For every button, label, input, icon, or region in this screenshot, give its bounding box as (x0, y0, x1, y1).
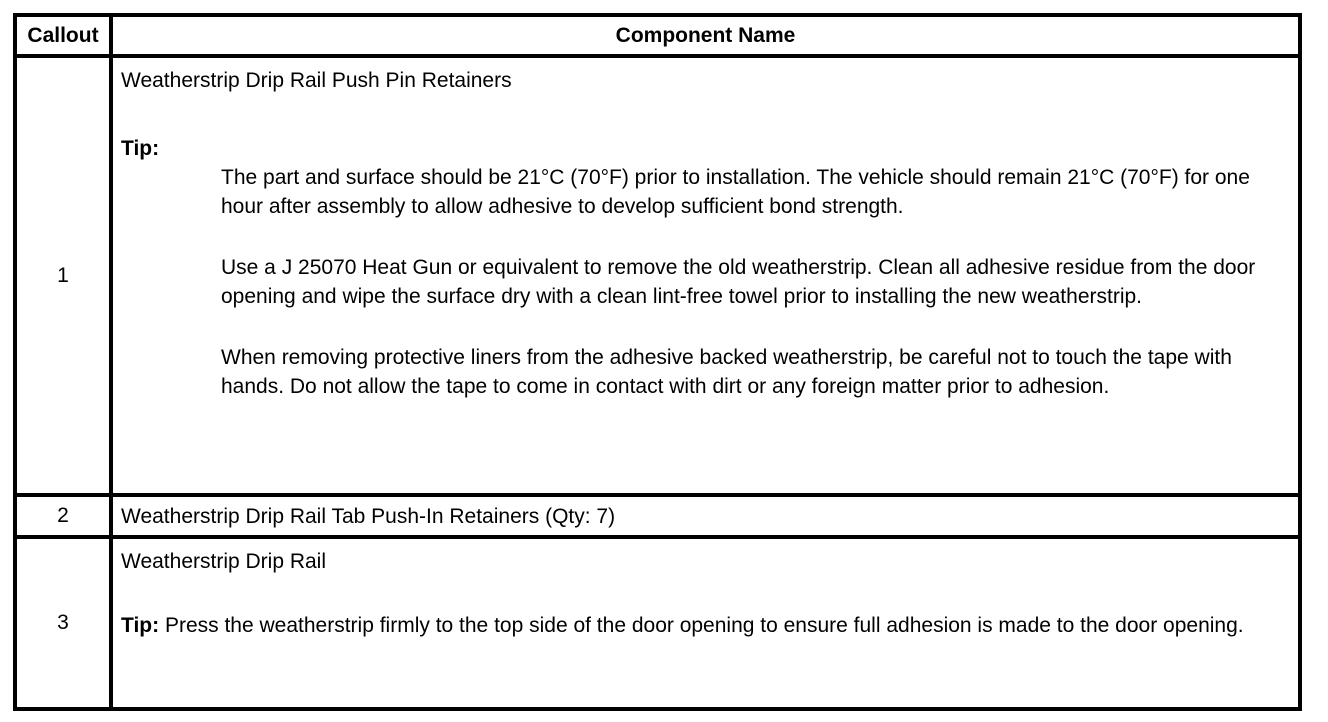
component-cell (121, 66, 1292, 401)
tip-paragraph: Use a J 25070 Heat Gun or equivalent to remove the old weatherstrip. Clean all adhesive residue from the door opening and wipe the surface dry with a clean lint-free towel prior to installing the new weatherstrip. (221, 256, 1256, 308)
component-name: Weatherstrip Drip Rail (121, 550, 327, 573)
component-name: Weatherstrip Drip Rail Push Pin Retainers (121, 69, 512, 92)
tip-label: Tip: (121, 137, 160, 160)
component-cell (121, 502, 1292, 531)
callout-cell (17, 497, 109, 535)
header-component-cell (113, 17, 1298, 54)
component-name: Weatherstrip Drip Rail Tab Push-In Retainers (Qty: 7) (121, 505, 616, 528)
table-row (17, 539, 1298, 707)
tip-text: Press the weatherstrip firmly to the top side of the door opening to ensure full adhesion is made to the door opening. (164, 614, 1244, 637)
table-row (17, 58, 1298, 497)
callout-cell (17, 58, 109, 493)
header-callout: Callout (27, 23, 99, 47)
column-divider (109, 539, 113, 707)
table-header-row (17, 17, 1298, 58)
header-callout-cell (17, 17, 109, 54)
component-table (13, 13, 1302, 711)
tip-label: Tip: (121, 614, 160, 637)
callout-cell (17, 539, 109, 707)
header-component-name: Component Name (615, 23, 796, 47)
column-divider (109, 497, 113, 535)
callout-number: 1 (57, 263, 69, 287)
tip-paragraph: When removing protective liners from the adhesive backed weatherstrip, be careful not to touch the tape with hands. Do not allow the tape to come in contact with dirt or any foreign matter prior to adhesion. (221, 346, 1232, 398)
tip-paragraph (121, 611, 1292, 640)
tip-paragraph: The part and surface should be 21°C (70°F) prior to installation. The vehicle should remain 21°C (70°F) for one hour after assembly to allow adhesive to develop sufficient bond strength. (221, 166, 1250, 218)
component-cell (121, 547, 1292, 640)
column-divider (109, 58, 113, 493)
callout-number: 2 (57, 504, 69, 527)
callout-number: 3 (57, 611, 69, 634)
table-row (17, 497, 1298, 539)
